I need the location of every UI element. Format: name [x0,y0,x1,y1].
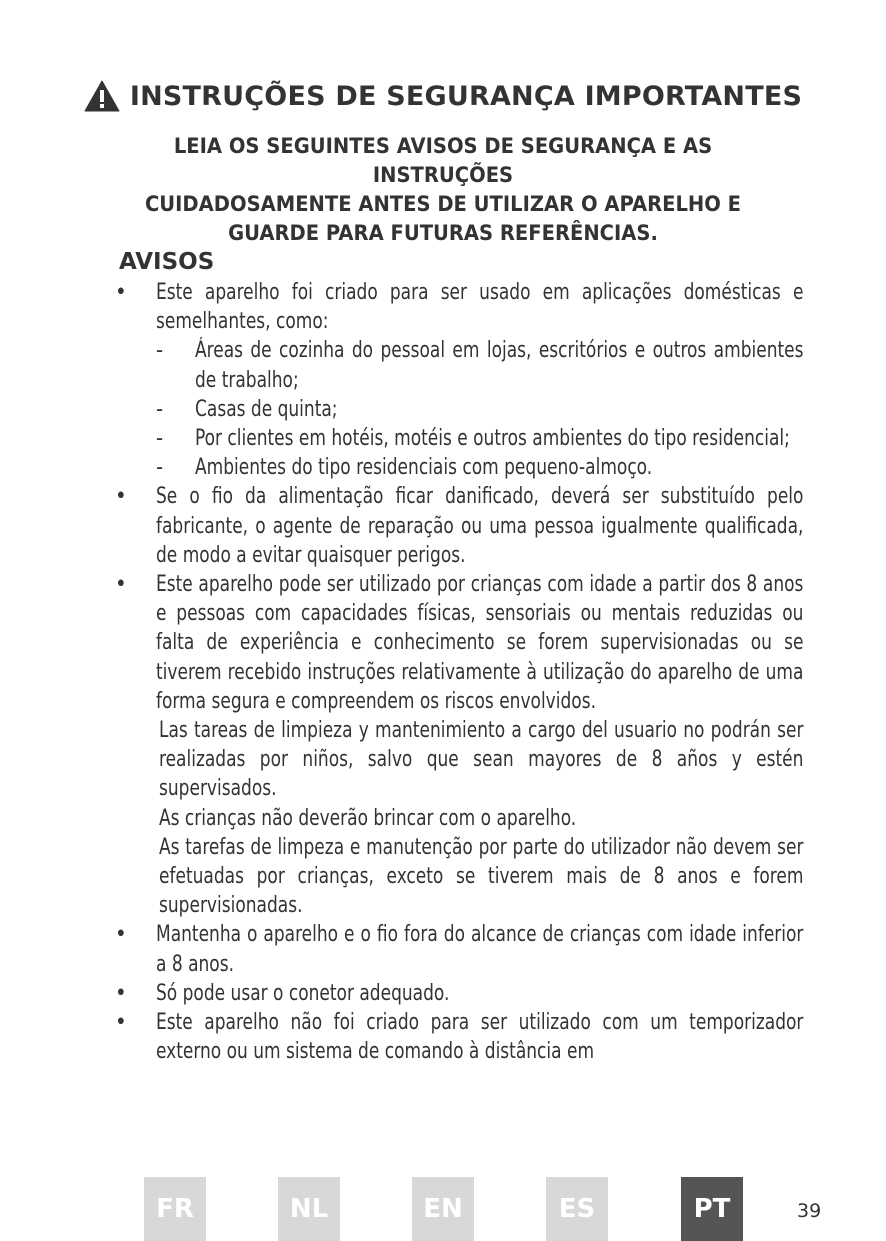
language-tab-fr[interactable]: FR [144,1177,206,1241]
list-item-text: Este aparelho não foi criado para ser utilizado com um temporizador externo ou um sistema de comando à distância em [156,1010,804,1065]
page-heading [0,80,886,112]
dash-marker: - [156,396,164,422]
bullet-marker: • [115,484,127,510]
list-item [115,278,805,336]
language-tab-pt[interactable]: PT [681,1177,743,1241]
dash-marker: - [156,338,164,364]
section-title: AVISOS [119,249,215,275]
language-tabs [0,1177,886,1241]
sub-list-item-text: Casas de quinta; [195,396,338,422]
list-item [115,1008,805,1066]
list-item-text: Mantenha o aparelho e o fio fora do alcance de crianças com idade inferior a 8 anos. [156,922,804,977]
bullet-marker: • [115,572,127,598]
sub-list-item [115,395,805,424]
dash-marker: - [156,455,164,481]
sub-list-item-text: Áreas de cozinha do pessoal em lojas, escritórios e outros ambientes de trabalho; [195,338,804,393]
subheading [133,132,752,248]
list-note [115,804,805,833]
heading-title: INSTRUÇÕES DE SEGURANÇA IMPORTANTES [129,80,803,112]
list-item [115,920,805,978]
language-tab-nl[interactable]: NL [278,1177,340,1241]
list-item [115,570,805,716]
dash-marker: - [156,426,164,452]
list-note [115,833,805,921]
bullet-marker: • [115,280,127,305]
sub-list-item-text: Por clientes em hotéis, motéis e outros ambientes do tipo residencial; [195,426,790,452]
list-item [115,979,805,1008]
list-item-text: Este aparelho foi criado para ser usado em aplicações domésticas e semelhantes, como: [156,280,804,335]
list-item-text: Se o fio da alimentação ficar danificado, deverá ser substituído pelo fabricante, o agente de reparação ou uma pessoa igualmente qualificada, de modo a evitar quaisquer perigos. [156,484,804,568]
bullet-marker: • [115,980,127,1006]
language-tab-es[interactable]: ES [546,1177,608,1241]
language-tab-en[interactable]: EN [412,1177,474,1241]
sub-list-item [115,336,805,394]
list-note [115,716,805,804]
subheading-line: CUIDADOSAMENTE ANTES DE UTILIZAR O APARELHO E [144,192,742,216]
warning-triangle-icon [84,80,120,112]
warnings-list [115,278,805,1066]
sub-list-item [115,424,805,453]
bullet-marker: • [115,1010,127,1036]
bullet-marker: • [115,922,127,948]
list-item-text: Este aparelho pode ser utilizado por crianças com idade a partir dos 8 anos e pessoas com capacidades físicas, sensoriais ou mentais reduzidas ou falta de experiência e conhecimento se forem supervisionadas ou se tiverem recebido instruções relativamente à utilização do aparelho de uma forma segura e compreendem os riscos envolvidos. [156,572,804,714]
list-item-text: Só pode usar o conetor adequado. [156,980,450,1006]
subheading-line: LEIA OS SEGUINTES AVISOS DE SEGURANÇA E AS INSTRUÇÕES [173,134,713,187]
list-note-text: As tarefas de limpeza e manutenção por parte do utilizador não devem ser efetuadas por crianças, exceto se tiverem mais de 8 anos e forem supervisionadas. [159,834,804,919]
subheading-line: GUARDE PARA FUTURAS REFERÊNCIAS. [228,221,658,245]
list-item [115,482,805,570]
page-number: 39 [797,1200,822,1222]
sub-list-item [115,453,805,482]
sub-list-item-text: Ambientes do tipo residenciais com pequeno-almoço. [195,455,653,481]
list-note-text: Las tareas de limpieza y mantenimiento a cargo del usuario no podrán ser realizadas por niños, salvo que sean mayores de 8 años y estén supervisados. [159,718,804,802]
list-note-text: As crianças não deverão brincar com o aparelho. [159,805,577,831]
